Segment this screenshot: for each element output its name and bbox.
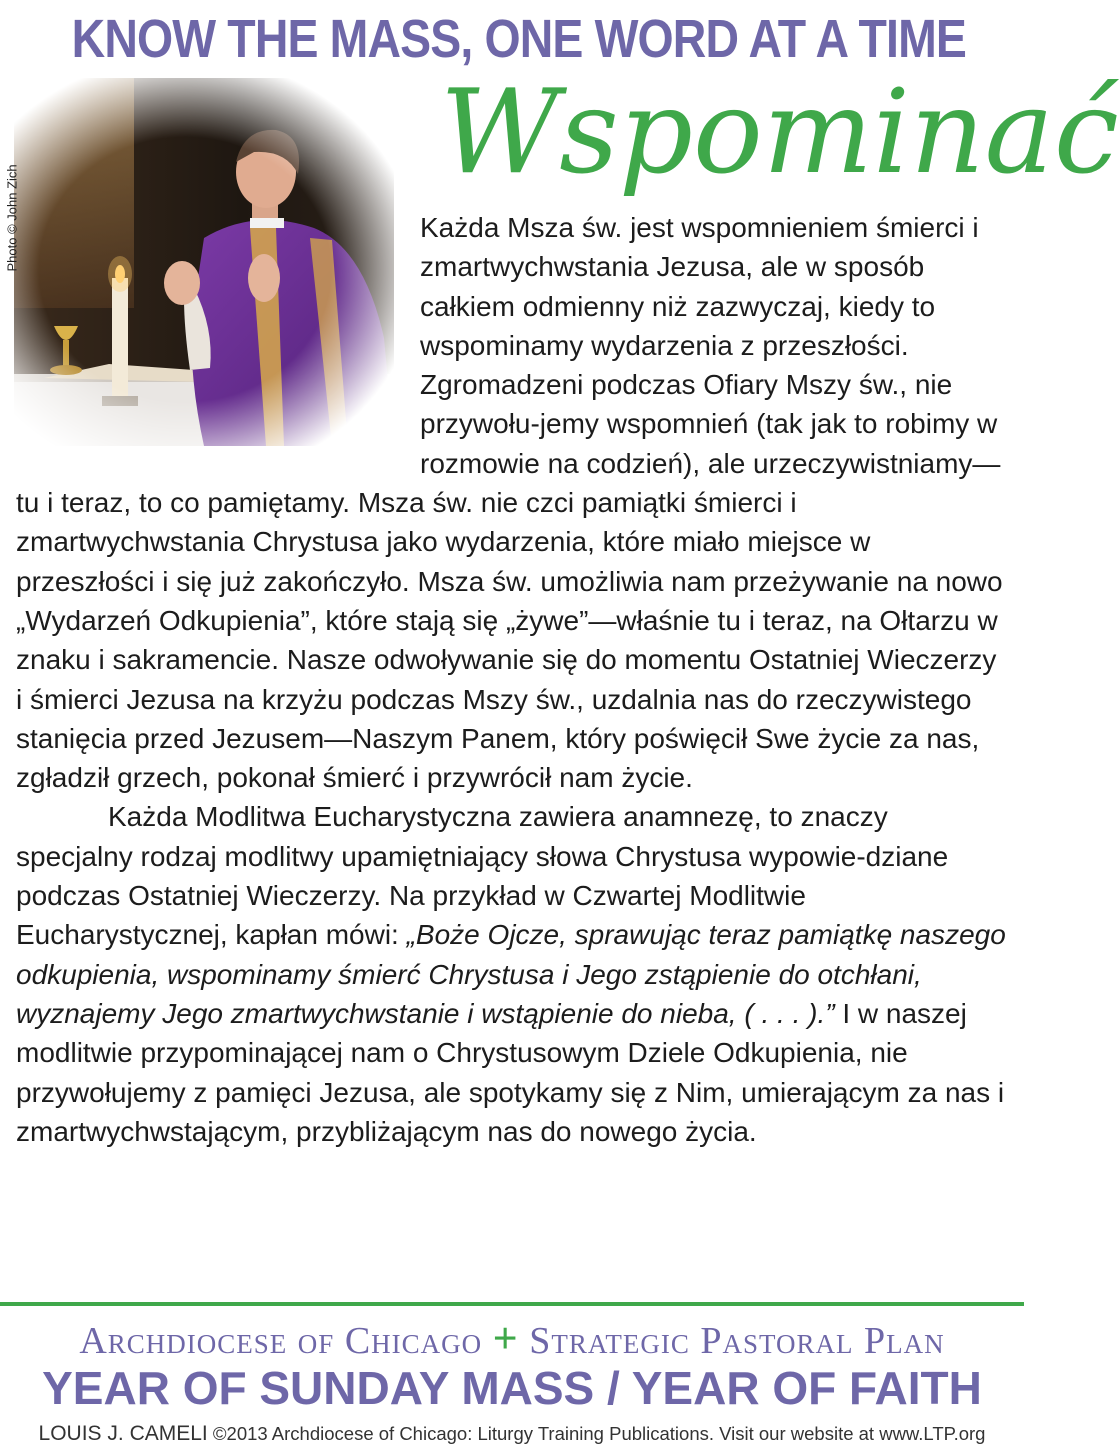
paragraph-2-start: Każda Modlitwa Eucharystyczna zawiera anamnezę, to znaczy specjalny rodzaj modlitwy upamiętniający słowa Chrystusa wypowie-dziane podczas Ostatniej Wieczerzy. Na przykład w Czwartej Modlitwie Eucharystycznej, kapłan mówi: — [16, 801, 949, 951]
headline: KNOW THE MASS, ONE WORD AT A TIME — [71, 9, 967, 69]
photo-credit: Photo © John Zich — [4, 164, 20, 272]
paragraph-1: Każda Msza św. jest wspomnieniem śmierci i zmartwychwstania Jezusa, ale w sposób całkiem odmienny niż zazwyczaj, kiedy to wspominamy wydarzenia z przeszłości. Zgromadzeni podczas Ofiary Mszy św., nie przywołu-jemy wspomnień (tak jak to robimy w rozmowie na codzień), ale urzeczywistniamy—tu i teraz, to co pamiętamy. Msza św. nie czci pamiątki śmierci i zmartwychwstania Chrystusa jako wydarzenia, które miało miejsce w przeszłości i się już zakończyło. Msza św. umożliwia nam przeżywanie na nowo „Wydarzeń Odkupienia”, które stają się „żywe”—właśnie tu i teraz, na Ołtarzu w znaku i sakramencie. Nasze odwoływanie się do momentu Ostatniej Wieczerzy i śmierci Jezusa na krzyżu podczas Mszy św., uzdalnia nas do rzeczywistego stanięcia przed Jezusem—Naszym Panem, który poświęcił Swe życie za nas, zgładził grzech, pokonał śmierć i przywrócił nam życie. — [16, 212, 1003, 794]
footer-credits — [0, 1420, 1024, 1448]
plan-archdiocese: Archdiocese of Chicago — [79, 1320, 483, 1362]
featured-word: Wspominać — [440, 65, 1119, 200]
plus-icon: + — [492, 1314, 519, 1363]
year-banner: YEAR OF SUNDAY MASS / YEAR OF FAITH — [42, 1362, 982, 1414]
article-body — [16, 208, 1006, 1151]
paragraph-2-end: I w naszej modlitwie przypominającej nam o Chrystusowym Dziele Odkupienia, nie przywołujemy z pamięci Jezusa, ale spotykamy się z Nim, umierającym za nas i zmartwychwstającym, przybliżającym nas do nowego życia. — [16, 997, 1005, 1147]
divider-rule — [0, 1302, 1024, 1306]
photo-spacer — [16, 208, 420, 483]
copyright-text: ©2013 Archdiocese of Chicago: Liturgy Training Publications. Visit our website at www.LTP.org — [212, 1423, 986, 1444]
author-name: LOUIS J. CAMELI — [38, 1422, 208, 1445]
paragraph-2 — [16, 797, 1006, 1151]
pastoral-plan-line — [0, 1314, 1024, 1366]
plan-strategic: Strategic Pastoral Plan — [529, 1320, 945, 1362]
prayer-quote: „Boże Ojcze, sprawując teraz pamiątkę naszego odkupienia, wspominamy śmierć Chrystusa i Jego zstąpienie do otchłani, wyznajemy Jego zmartwychwstanie i wstąpienie do nieba, ( . . . ).” — [16, 919, 1006, 1029]
